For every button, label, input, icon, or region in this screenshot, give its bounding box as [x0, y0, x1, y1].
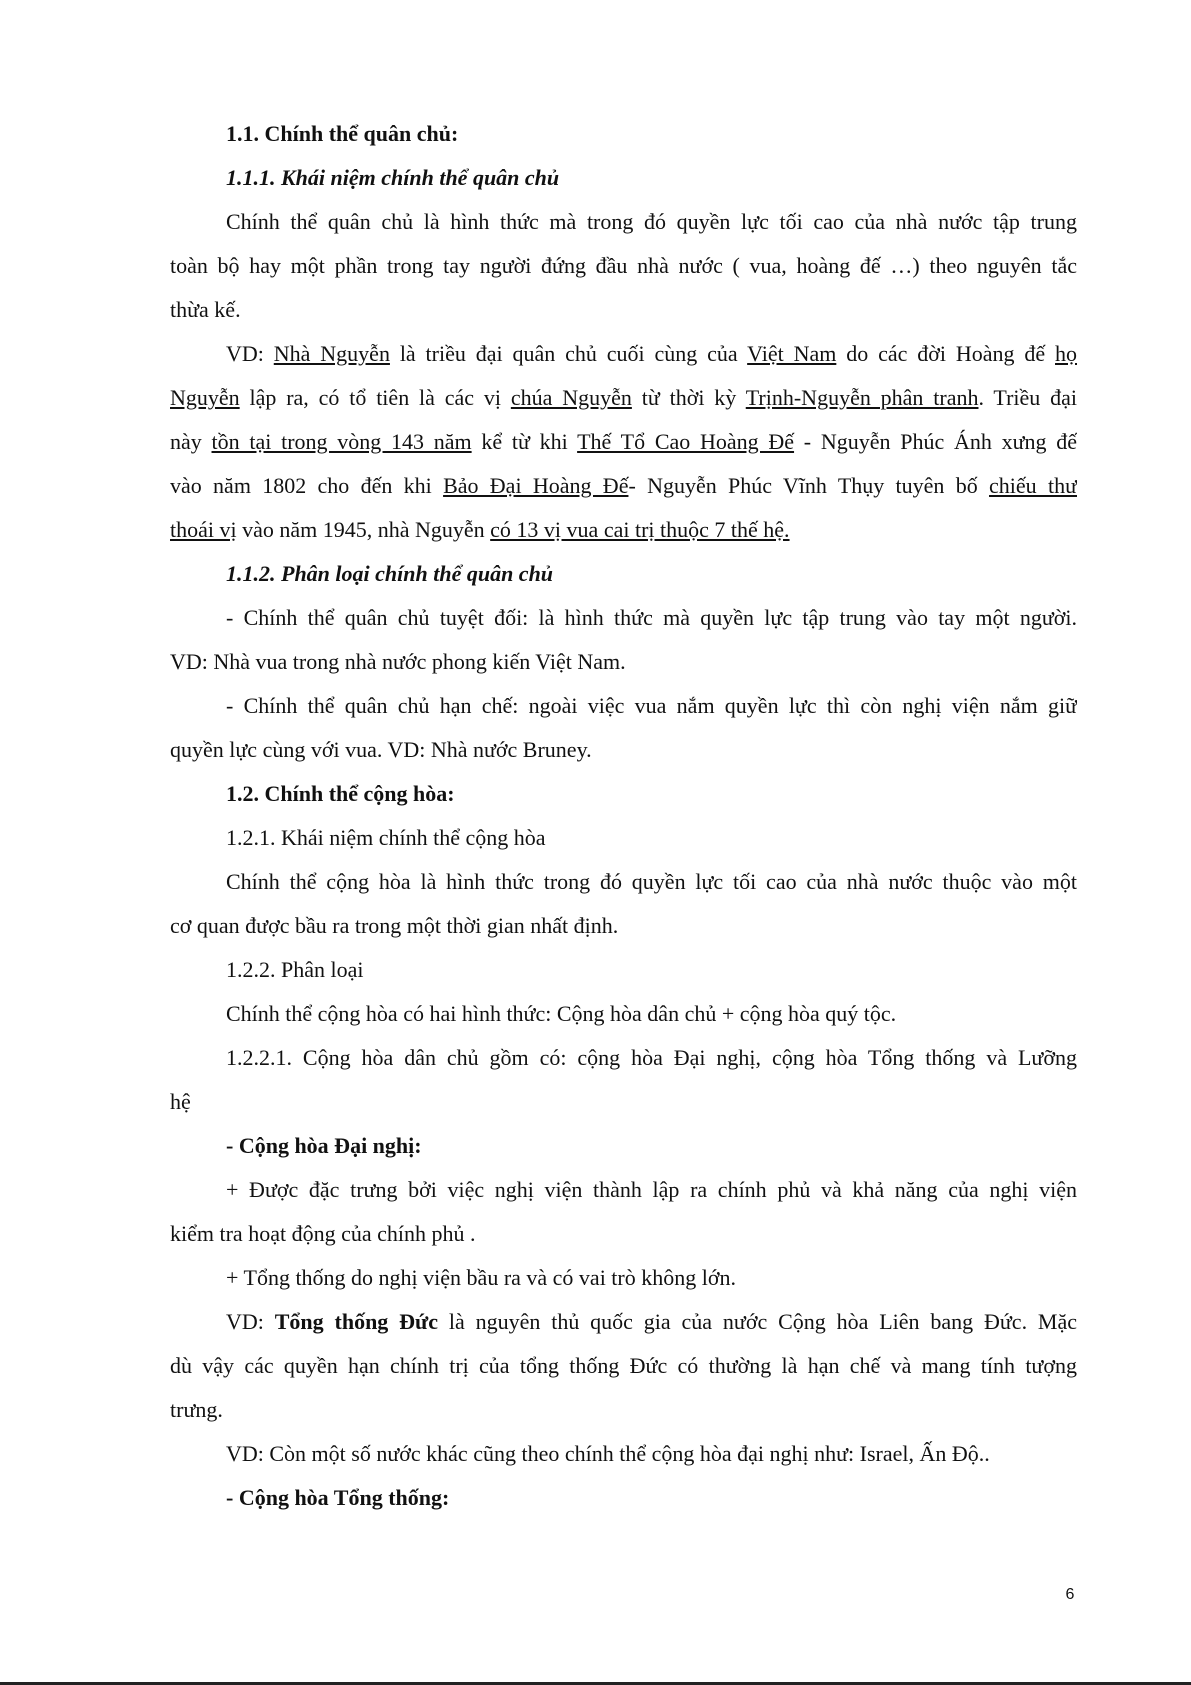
link-nguyen[interactable]: Nguyễn: [170, 385, 240, 410]
limited-monarchy-line-1: - Chính thể quân chủ hạn chế: ngoài việc vua nắm quyền lực thì còn nghị viện nắm giữ: [226, 693, 1077, 718]
text: này: [170, 429, 202, 454]
link-chieu-thu[interactable]: chiếu thư: [989, 473, 1077, 498]
text: vào năm 1802 cho đến khi: [170, 473, 432, 498]
nguyen-example-line-5: [170, 508, 1077, 552]
parliamentary-point-1-line-2: kiểm tra hoạt động của chính phủ .: [170, 1221, 476, 1246]
democratic-republic-line-1: 1.2.2.1. Cộng hòa dân chủ gồm có: cộng hòa Đại nghị, cộng hòa Tổng thống và Lưỡng: [226, 1045, 1077, 1070]
absolute-monarchy-line-1: - Chính thể quân chủ tuyệt đối: là hình thức mà quyền lực tập trung vào tay một người.: [226, 605, 1077, 630]
german-president-term: Tổng thống Đức: [274, 1309, 439, 1334]
link-ho[interactable]: họ: [1055, 341, 1077, 366]
heading-1-2-2: 1.2.2. Phân loại: [226, 957, 364, 982]
link-chua-nguyen[interactable]: chúa Nguyễn: [510, 385, 632, 410]
nguyen-example-line-4: [170, 464, 1077, 508]
text: kể từ khi: [481, 429, 568, 454]
link-13-vua[interactable]: có 13 vị vua cai trị thuộc 7 thế hệ.: [490, 517, 790, 542]
link-viet-nam[interactable]: Việt Nam: [747, 341, 837, 366]
heading-1-1: 1.1. Chính thể quân chủ:: [226, 121, 459, 146]
republic-definition-line-1: Chính thể cộng hòa là hình thức trong đó quyền lực tối cao của nhà nước thuộc vào một: [226, 869, 1077, 894]
parliamentary-point-2: + Tổng thống do nghị viện bầu ra và có vai trò không lớn.: [226, 1265, 736, 1290]
vd-label: VD:: [226, 1309, 264, 1334]
text: là triều đại quân chủ cuối cùng của: [399, 341, 738, 366]
text: lập ra, có tổ tiên là các vị: [249, 385, 501, 410]
nguyen-example-line-2: [170, 376, 1077, 420]
republic-definition-line-2: cơ quan được bầu ra trong một thời gian nhất định.: [170, 913, 619, 938]
democratic-republic-line-2: hệ: [170, 1089, 191, 1114]
text: - Nguyễn Phúc Ánh xưng đế: [803, 429, 1077, 454]
page-number: 6: [1065, 1586, 1075, 1603]
germany-example-line-1: [170, 1300, 1077, 1344]
heading-1-1-1: 1.1.1. Khái niệm chính thể quân chủ: [226, 165, 560, 190]
link-bao-dai[interactable]: Bảo Đại Hoàng Đế: [443, 473, 629, 498]
absolute-monarchy-line-2: VD: Nhà vua trong nhà nước phong kiến Việt Nam.: [170, 649, 626, 674]
vd-label: VD:: [226, 341, 264, 366]
nguyen-example-line-3: [170, 420, 1077, 464]
parliamentary-point-1-line-1: + Được đặc trưng bởi việc nghị viện thành lập ra chính phủ và khả năng của nghị viện: [226, 1177, 1077, 1202]
text: là nguyên thủ quốc gia của nước Cộng hòa Liên bang Đức. Mặc: [448, 1309, 1077, 1334]
text: - Nguyễn Phúc Vĩnh Thụy tuyên bố: [628, 473, 978, 498]
presidential-republic-heading: - Cộng hòa Tổng thống:: [226, 1485, 450, 1510]
heading-1-2: 1.2. Chính thể cộng hòa:: [226, 781, 455, 806]
link-ton-tai[interactable]: tồn tại trong vòng 143 năm: [211, 429, 472, 454]
text: từ thời kỳ: [641, 385, 737, 410]
heading-1-1-2: 1.1.2. Phân loại chính thể quân chủ: [226, 561, 554, 586]
text: do các đời Hoàng đế: [846, 341, 1046, 366]
parliamentary-republic-heading: - Cộng hòa Đại nghị:: [226, 1133, 422, 1158]
text: vào năm 1945, nhà Nguyễn: [242, 517, 485, 542]
monarchy-definition-line-3: thừa kế.: [170, 297, 241, 322]
germany-example-line-3: trưng.: [170, 1397, 223, 1422]
republic-two-forms: Chính thể cộng hòa có hai hình thức: Cộng hòa dân chủ + cộng hòa quý tộc.: [226, 1001, 897, 1026]
nguyen-example-line-1: [170, 332, 1077, 376]
link-the-to[interactable]: Thế Tổ Cao Hoàng Đế: [577, 429, 795, 454]
monarchy-definition-line-2: toàn bộ hay một phần trong tay người đứng đầu nhà nước ( vua, hoàng đế …) theo nguyên tắc: [170, 253, 1077, 278]
text: . Triều đại: [978, 385, 1077, 410]
link-nha-nguyen[interactable]: Nhà Nguyễn: [273, 341, 390, 366]
germany-example-line-2: dù vậy các quyền hạn chính trị của tổng thống Đức có thường là hạn chế và mang tính tượng: [170, 1353, 1077, 1378]
page-content: [170, 112, 1077, 1520]
limited-monarchy-line-2: quyền lực cùng với vua. VD: Nhà nước Bruney.: [170, 737, 592, 762]
link-trinh-nguyen[interactable]: Trịnh-Nguyễn phân tranh: [745, 385, 979, 410]
monarchy-definition-line-1: Chính thể quân chủ là hình thức mà trong đó quyền lực tối cao của nhà nước tập trung: [226, 209, 1077, 234]
link-thoai-vi[interactable]: thoái vị: [170, 517, 237, 542]
heading-1-2-1: 1.2.1. Khái niệm chính thể cộng hòa: [226, 825, 546, 850]
other-countries-example: VD: Còn một số nước khác cũng theo chính thể cộng hòa đại nghị như: Israel, Ấn Độ..: [226, 1441, 990, 1466]
